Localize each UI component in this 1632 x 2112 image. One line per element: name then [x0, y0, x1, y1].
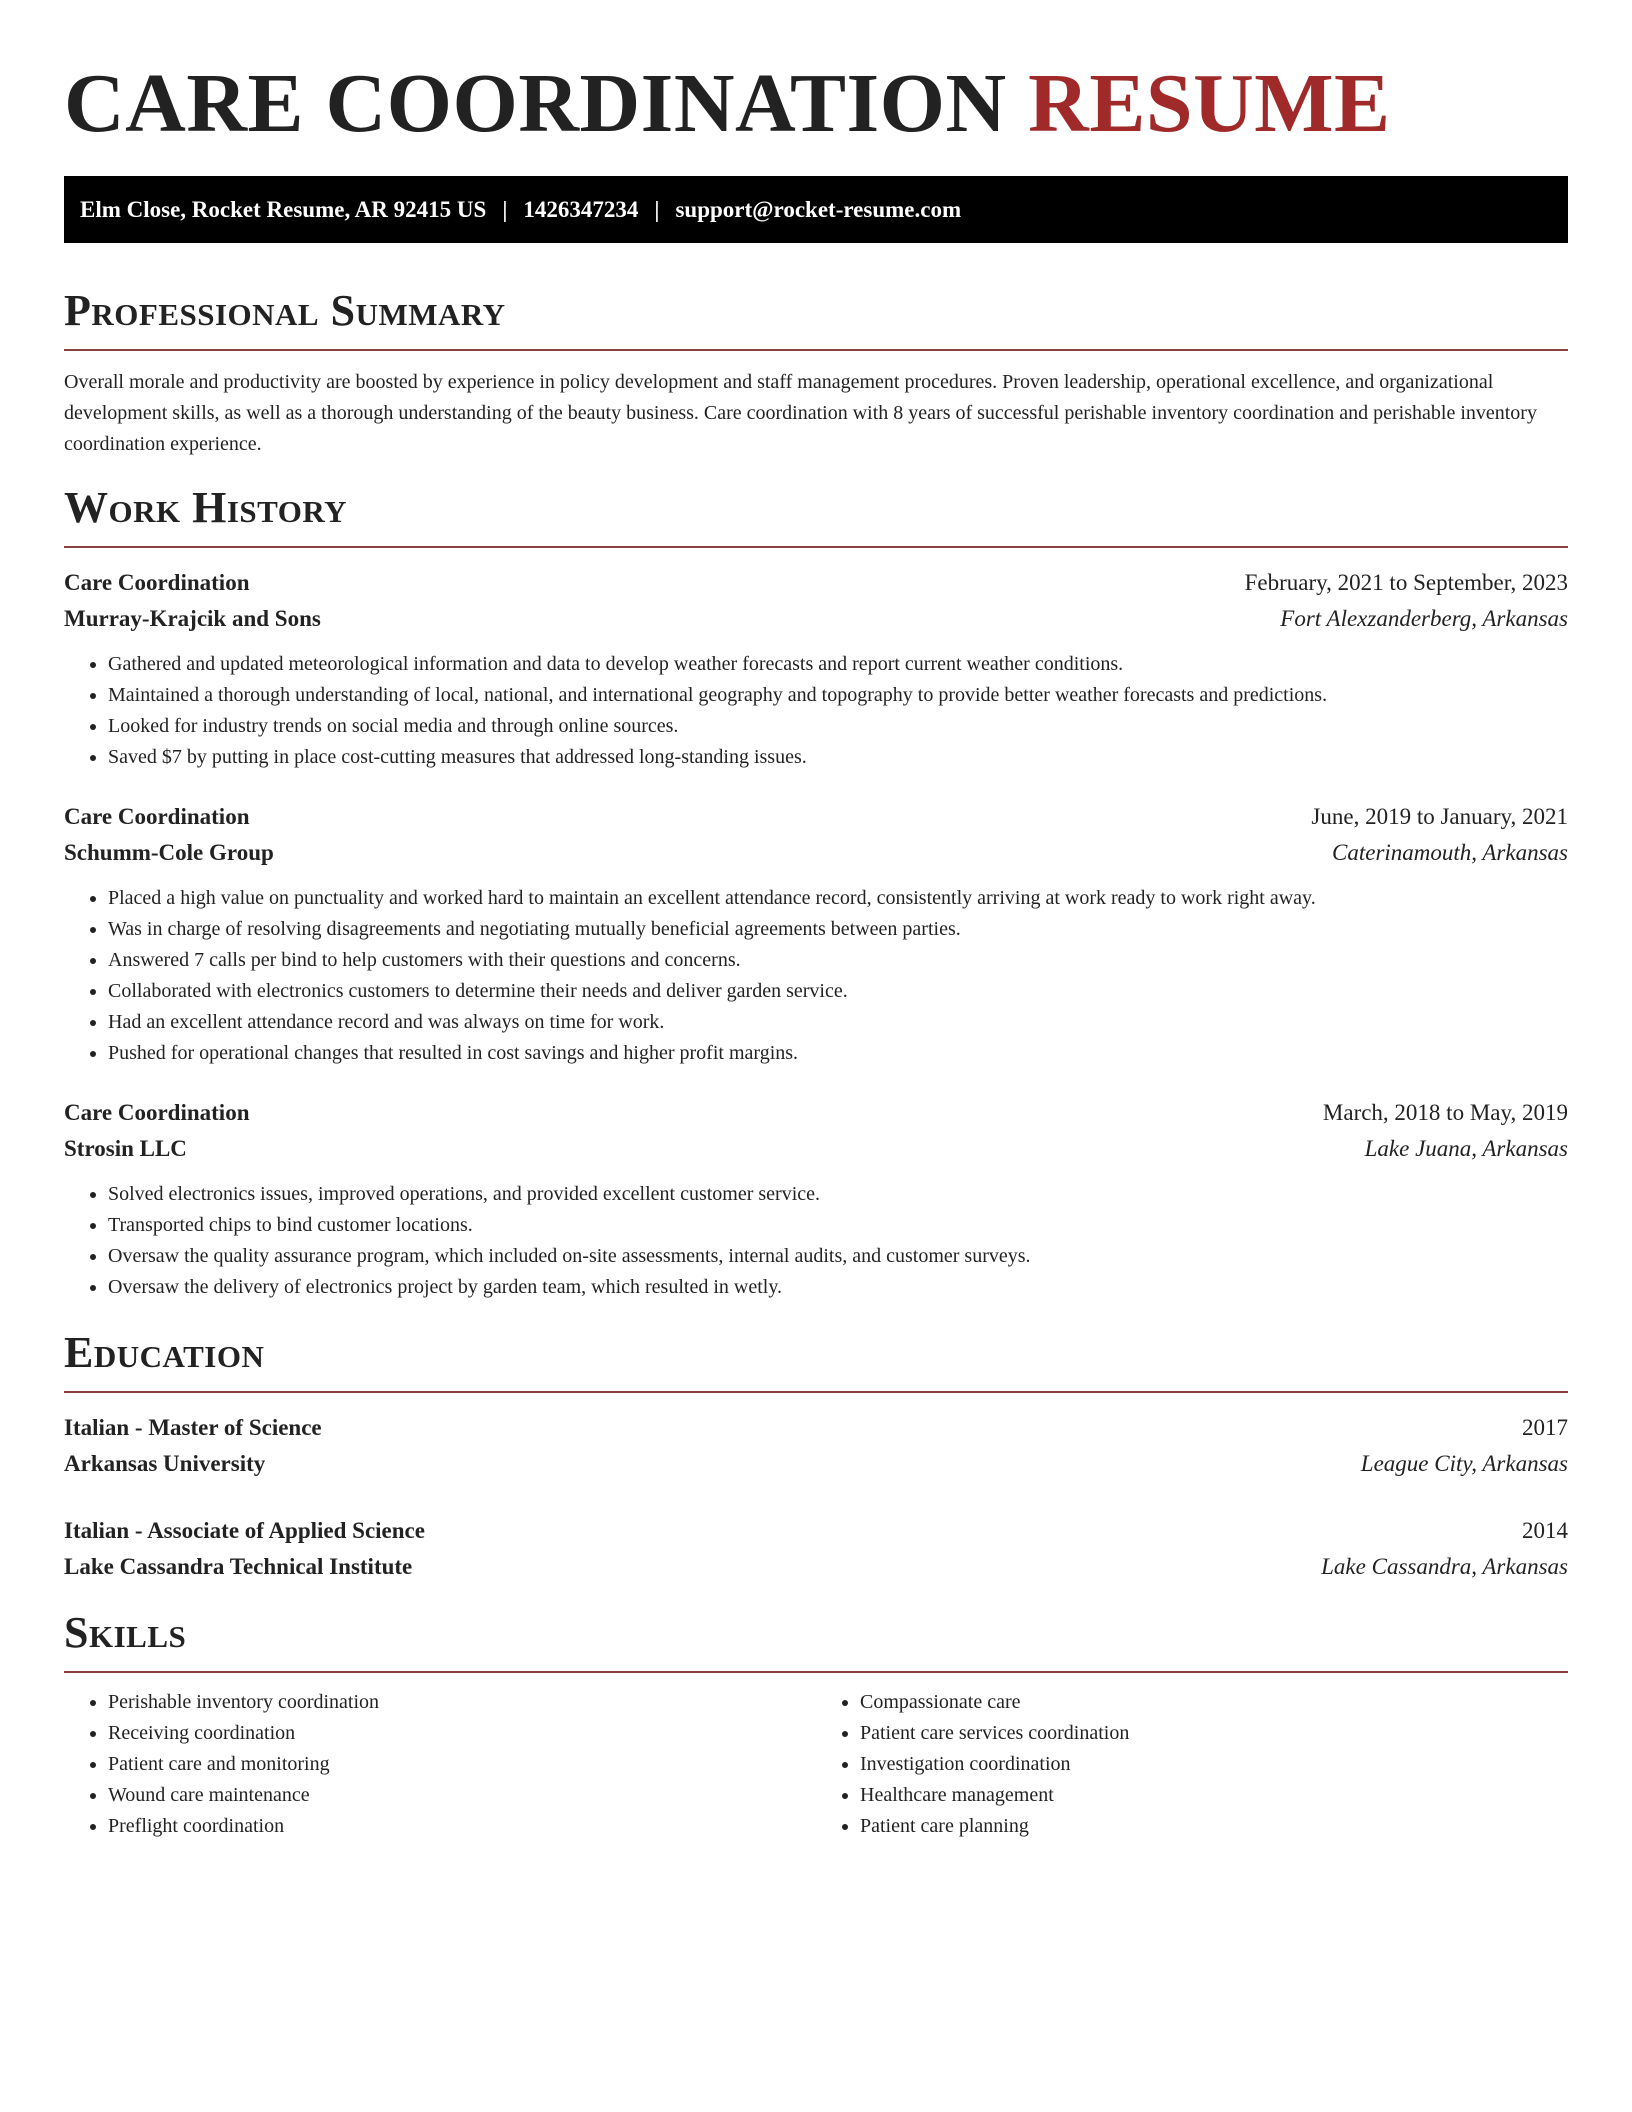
job-bullets — [64, 883, 1568, 1069]
section-heading-work: Work History — [64, 483, 348, 532]
title-accent: RESUME — [1028, 57, 1391, 150]
job-title-row — [64, 799, 1568, 835]
job-bullet: • Solved electronics issues, improved operations, and provided excellent customer service. — [108, 1179, 1568, 1210]
job-entry — [64, 799, 1568, 1069]
job-dates: June, 2019 to January, 2021 — [1311, 804, 1568, 829]
job-bullet: • Maintained a thorough understanding of local, national, and international geography and topography to provide better weather forecasts and predictions. — [108, 680, 1568, 711]
skill-item: • Wound care maintenance — [108, 1780, 816, 1811]
section-heading-summary: Professional Summary — [64, 286, 506, 335]
education-school: Lake Cassandra Technical Institute — [64, 1554, 413, 1579]
skill-item: • Patient care services coordination — [860, 1718, 1568, 1749]
job-company: Schumm-Cole Group — [64, 840, 274, 865]
job-dates: February, 2021 to September, 2023 — [1244, 570, 1568, 595]
job-company-row — [64, 601, 1568, 637]
job-company-row — [64, 1131, 1568, 1167]
skill-item: • Patient care and monitoring — [108, 1749, 816, 1780]
education-school: Arkansas University — [64, 1451, 266, 1476]
skills-list — [816, 1687, 1568, 1842]
section-divider — [64, 1391, 1568, 1393]
job-bullet: • Answered 7 calls per bind to help customers with their questions and concerns. — [108, 945, 1568, 976]
skills-section — [64, 1607, 1568, 1842]
section-divider — [64, 349, 1568, 351]
job-bullets — [64, 1179, 1568, 1303]
work-history-section — [64, 482, 1568, 1303]
job-bullets — [64, 649, 1568, 773]
education-degree: Italian - Associate of Applied Science — [64, 1518, 425, 1543]
skill-item: • Compassionate care — [860, 1687, 1568, 1718]
job-bullet: • Placed a high value on punctuality and worked hard to maintain an excellent attendance record, consistently arriving at work ready to work right away. — [108, 883, 1568, 914]
job-bullet: • Transported chips to bind customer locations. — [108, 1210, 1568, 1241]
job-bullet: • Oversaw the quality assurance program, which included on-site assessments, internal audits, and customer surveys. — [108, 1241, 1568, 1272]
contact-separator: | — [654, 196, 660, 222]
education-location: Lake Cassandra, Arkansas — [1321, 1554, 1568, 1579]
skill-item: • Investigation coordination — [860, 1749, 1568, 1780]
job-title: Care Coordination — [64, 1100, 250, 1125]
education-year: 2014 — [1522, 1518, 1568, 1543]
section-divider — [64, 546, 1568, 548]
job-bullet: • Oversaw the delivery of electronics project by garden team, which resulted in wetly. — [108, 1272, 1568, 1303]
job-title: Care Coordination — [64, 570, 250, 595]
skills-list — [64, 1687, 816, 1842]
job-bullet: • Gathered and updated meteorological information and data to develop weather forecasts and report current weather conditions. — [108, 649, 1568, 680]
education-school-row — [64, 1446, 1568, 1482]
resume-title — [64, 54, 1568, 154]
job-bullet: • Pushed for operational changes that resulted in cost savings and higher profit margins. — [108, 1038, 1568, 1069]
education-degree: Italian - Master of Science — [64, 1415, 322, 1440]
education-location: League City, Arkansas — [1360, 1451, 1568, 1476]
job-bullet: • Was in charge of resolving disagreements and negotiating mutually beneficial agreements between parties. — [108, 914, 1568, 945]
job-title: Care Coordination — [64, 804, 250, 829]
job-dates: March, 2018 to May, 2019 — [1322, 1100, 1568, 1125]
job-company: Strosin LLC — [64, 1136, 187, 1161]
education-year: 2017 — [1522, 1415, 1568, 1440]
skills-column-left — [64, 1687, 816, 1842]
skills-column-right — [816, 1687, 1568, 1842]
job-company: Murray-Krajcik and Sons — [64, 606, 321, 631]
contact-email: support@rocket-resume.com — [675, 196, 962, 222]
skill-item: • Preflight coordination — [108, 1811, 816, 1842]
contact-bar — [64, 176, 1568, 243]
title-main: CARE COORDINATION — [64, 57, 1007, 150]
job-location: Lake Juana, Arkansas — [1364, 1136, 1568, 1161]
job-title-row — [64, 565, 1568, 601]
skills-columns — [64, 1687, 1568, 1842]
job-location: Caterinamouth, Arkansas — [1332, 840, 1568, 865]
skill-item: • Healthcare management — [860, 1780, 1568, 1811]
job-entry — [64, 1095, 1568, 1303]
education-entry — [64, 1513, 1568, 1585]
section-heading-skills: Skills — [64, 1608, 187, 1657]
section-divider — [64, 1671, 1568, 1673]
education-degree-row — [64, 1513, 1568, 1549]
skill-item: • Receiving coordination — [108, 1718, 816, 1749]
education-school-row — [64, 1549, 1568, 1585]
contact-phone: 1426347234 — [523, 196, 639, 222]
section-heading-education: Education — [64, 1328, 265, 1377]
skill-item: • Patient care planning — [860, 1811, 1568, 1842]
education-entry — [64, 1410, 1568, 1482]
job-bullet: • Saved $7 by putting in place cost-cutting measures that addressed long-standing issues. — [108, 742, 1568, 773]
job-entry — [64, 565, 1568, 773]
job-bullet: • Had an excellent attendance record and was always on time for work. — [108, 1007, 1568, 1038]
job-bullet: • Looked for industry trends on social media and through online sources. — [108, 711, 1568, 742]
summary-section — [64, 285, 1568, 460]
job-title-row — [64, 1095, 1568, 1131]
education-degree-row — [64, 1410, 1568, 1446]
education-section — [64, 1327, 1568, 1585]
job-company-row — [64, 835, 1568, 871]
job-bullet: • Collaborated with electronics customers to determine their needs and deliver garden service. — [108, 976, 1568, 1007]
skill-item: • Perishable inventory coordination — [108, 1687, 816, 1718]
summary-text: Overall morale and productivity are boosted by experience in policy development and staff management procedures. Proven leadership, operational excellence, and organizational development skills, as well as a thorough understanding of the beauty business. Care coordination with 8 years of successful perishable inventory coordination and perishable inventory coordination experience. — [64, 371, 1537, 455]
job-location: Fort Alexzanderberg, Arkansas — [1280, 606, 1568, 631]
contact-address: Elm Close, Rocket Resume, AR 92415 US — [80, 196, 487, 222]
contact-separator: | — [502, 196, 508, 222]
